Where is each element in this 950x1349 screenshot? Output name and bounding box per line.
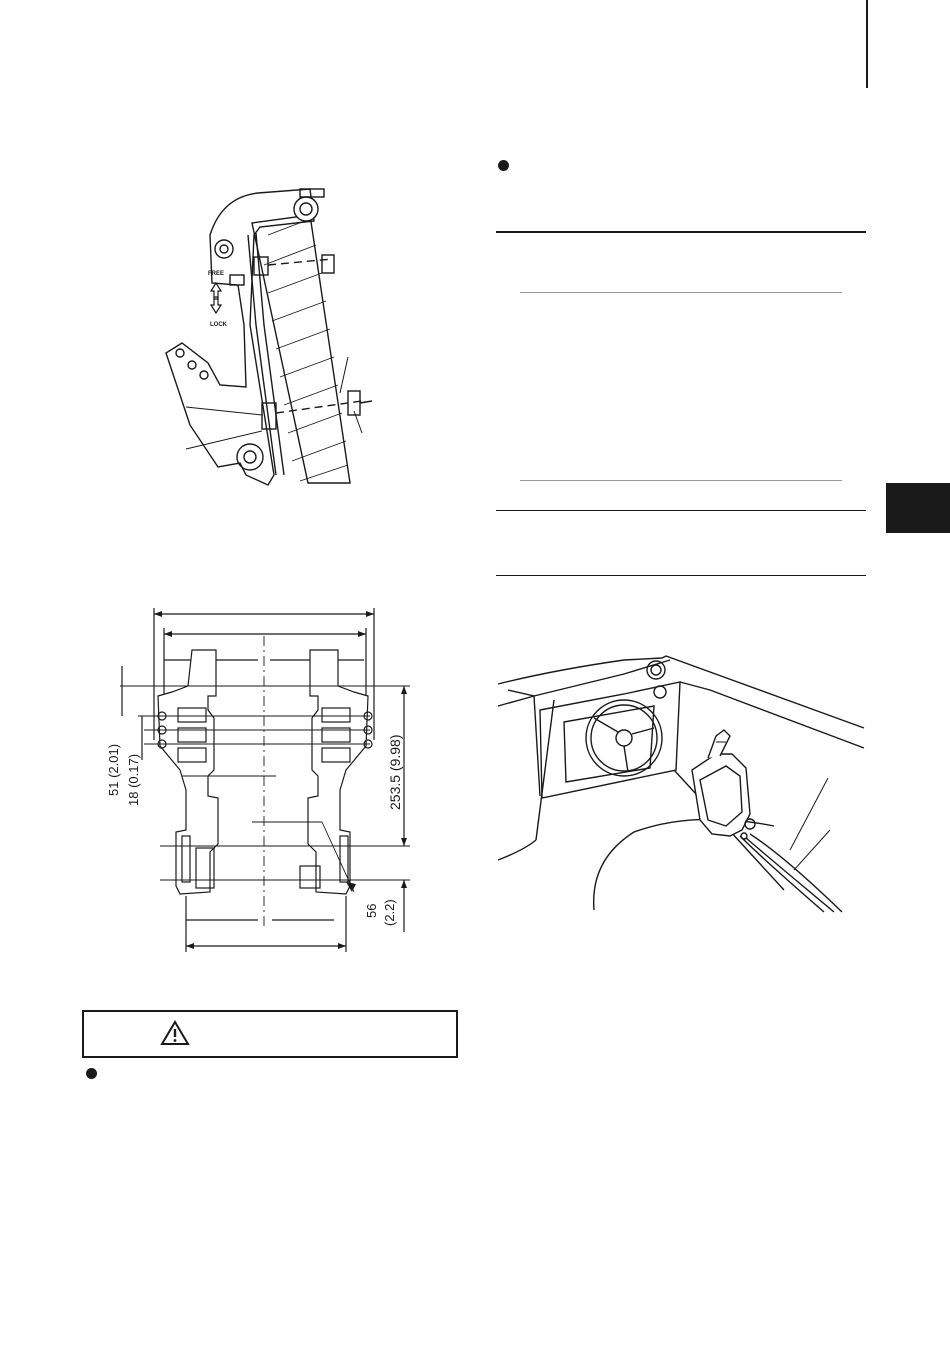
caution-box bbox=[82, 1010, 458, 1058]
caution-bullet bbox=[86, 1068, 97, 1079]
free-label: FREE bbox=[208, 271, 225, 277]
lock-label: LOCK bbox=[210, 322, 227, 328]
page-edge-marker bbox=[866, 0, 868, 88]
dimension-18-label: 18 (0.17) bbox=[126, 753, 141, 806]
section-thumb-tab bbox=[886, 483, 950, 533]
table-inner-rule-top bbox=[520, 292, 842, 293]
mounting-dimension-diagram bbox=[100, 600, 430, 960]
table-rule-bottom bbox=[496, 575, 866, 576]
warning-triangle-icon bbox=[160, 1020, 190, 1046]
table-inner-rule-bottom bbox=[520, 480, 842, 481]
dimension-56-inch-label: (2.2) bbox=[382, 899, 397, 926]
dimension-51-label: 51 (2.01) bbox=[106, 743, 121, 796]
bracket-mount-diagram bbox=[150, 175, 390, 495]
table-top-rule bbox=[496, 231, 866, 233]
console-remote-control-illustration bbox=[494, 650, 868, 914]
dimension-56-label: 56 bbox=[364, 903, 379, 918]
dimension-height-label: 253.5 (9.98) bbox=[387, 734, 403, 810]
table-rule-middle bbox=[496, 510, 866, 511]
right-bullet bbox=[498, 160, 509, 171]
